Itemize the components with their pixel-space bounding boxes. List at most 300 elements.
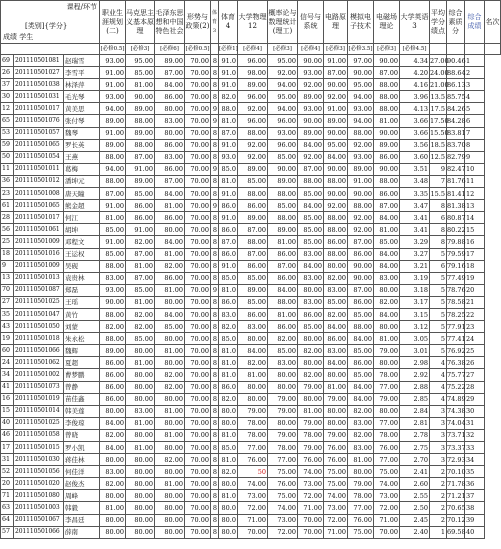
score-cell: 80.00 — [126, 369, 155, 381]
score-cell: 74.00 — [298, 466, 324, 478]
score-cell: 85.00 — [374, 236, 400, 248]
score-cell: 2.60 — [400, 478, 430, 490]
score-cell: 94.00 — [268, 103, 298, 115]
score-cell: 80.00 — [126, 526, 155, 538]
score-cell: 92.00 — [298, 79, 324, 91]
score-cell: 79.88 — [447, 236, 465, 248]
score-cell: 70.00 — [185, 321, 211, 333]
row-index-cell: 17 — [1, 442, 14, 454]
score-cell: 80.00 — [126, 345, 155, 357]
score-cell: 80.00 — [155, 103, 185, 115]
score-cell: 70.00 — [185, 417, 211, 429]
score-cell: 3 — [430, 405, 447, 417]
score-cell: 18.5 — [430, 139, 447, 151]
score-cell: 80.00 — [155, 502, 185, 514]
score-cell: 70.00 — [185, 478, 211, 490]
row-index-cell: 18 — [1, 248, 14, 260]
score-cell: 84.26 — [447, 103, 465, 115]
score-cell: 88.00 — [268, 188, 298, 200]
score-cell: 90.00 — [348, 260, 374, 272]
rank-cell: 16 — [465, 236, 485, 248]
score-cell: 5 — [430, 272, 447, 284]
score-cell: 87.00 — [126, 272, 155, 284]
student-name-cell: 赵俊杰 — [64, 478, 100, 490]
score-cell: 85.00 — [298, 212, 324, 224]
score-cell: 8 — [211, 139, 219, 151]
score-cell: 5 — [430, 321, 447, 333]
table-row — [1, 490, 501, 502]
score-cell: 83.00 — [348, 442, 374, 454]
student-name-cell: 夏超 — [64, 357, 100, 369]
table-row — [1, 224, 501, 236]
table-row — [1, 478, 501, 490]
score-cell: 80.0 — [219, 502, 238, 514]
score-cell: 9 — [430, 163, 447, 175]
score-cell: 80.00 — [126, 381, 155, 393]
student-name-cell: 郑磊 — [64, 284, 100, 296]
score-cell: 70.00 — [185, 429, 211, 441]
score-cell: 82.0 — [219, 321, 238, 333]
table-row — [1, 369, 501, 381]
student-name-cell: 袁贵林 — [64, 272, 100, 284]
row-index-cell: 30 — [1, 91, 14, 103]
score-cell: 50 — [238, 466, 268, 478]
score-cell: 8 — [430, 200, 447, 212]
score-cell: 86.00 — [155, 163, 185, 175]
rank-cell: 4 — [465, 91, 485, 103]
score-cell: 84.00 — [100, 442, 126, 454]
score-cell: 80.00 — [155, 526, 185, 538]
score-cell: 91.00 — [100, 236, 126, 248]
score-cell: 79.00 — [238, 405, 268, 417]
table-row — [1, 296, 501, 308]
score-cell: 86.00 — [155, 91, 185, 103]
score-cell: 8 — [430, 224, 447, 236]
score-cell: 15.5 — [430, 188, 447, 200]
score-cell: 75.00 — [374, 466, 400, 478]
score-cell: 89.00 — [268, 224, 298, 236]
student-id-cell: 201110501003 — [14, 502, 64, 514]
score-cell: 81.00 — [374, 115, 400, 127]
rank-cell: 5 — [465, 103, 485, 115]
col-header: 综合成绩 — [465, 1, 485, 44]
table-row — [1, 333, 501, 345]
score-cell: 82.47 — [447, 163, 465, 175]
score-cell: 84.00 — [155, 236, 185, 248]
table-row — [1, 67, 501, 79]
score-cell: 87.00 — [100, 188, 126, 200]
score-cell: 83.00 — [298, 248, 324, 260]
score-cell: 81.41 — [447, 188, 465, 200]
rank-cell: 19 — [465, 272, 485, 284]
row-index-cell: 40 — [1, 417, 14, 429]
score-cell: 91.00 — [348, 175, 374, 187]
score-cell: 92.00 — [348, 224, 374, 236]
student-id-cell: 201110501076 — [14, 115, 64, 127]
score-cell: 78.00 — [374, 369, 400, 381]
score-cell: 80.00 — [126, 502, 155, 514]
score-cell: 86.00 — [238, 260, 268, 272]
rank-cell: 35 — [465, 466, 485, 478]
col-header: 大学物理12 — [238, 1, 268, 44]
score-cell: 80.00 — [126, 454, 155, 466]
score-cell: 91.00 — [100, 127, 126, 139]
score-cell: 96.00 — [268, 115, 298, 127]
student-name-cell: 黄竹 — [64, 308, 100, 320]
score-cell: 78.00 — [374, 429, 400, 441]
score-cell: 3.96 — [400, 91, 430, 103]
score-cell: 87.00 — [348, 236, 374, 248]
score-cell: 85.00 — [126, 67, 155, 79]
score-cell: 88.00 — [374, 175, 400, 187]
corner-course-label: 课程/环节 — [66, 3, 98, 11]
score-cell: 88.00 — [298, 175, 324, 187]
score-cell: 86.00 — [268, 248, 298, 260]
score-cell: 88.00 — [100, 333, 126, 345]
score-cell: 3 — [430, 417, 447, 429]
score-cell: 8 — [211, 321, 219, 333]
rank-cell: 22 — [465, 308, 485, 320]
student-id-cell: 201110501050 — [14, 321, 64, 333]
score-cell: 3.41 — [400, 224, 430, 236]
score-cell: 3.47 — [400, 200, 430, 212]
score-cell: 81.38 — [447, 200, 465, 212]
score-cell: 70.00 — [185, 345, 211, 357]
score-cell: 80.00 — [298, 357, 324, 369]
student-id-cell: 201110501013 — [14, 272, 64, 284]
score-cell: 70.00 — [185, 466, 211, 478]
student-name-cell: 赵瑞雪 — [64, 55, 100, 67]
score-cell: 70.00 — [185, 163, 211, 175]
score-cell: 94.00 — [348, 91, 374, 103]
score-cell: 80.00 — [374, 284, 400, 296]
col-credit — [447, 44, 465, 55]
student-name-cell: 魏辉 — [64, 345, 100, 357]
score-cell: 79.00 — [298, 381, 324, 393]
student-id-cell: 201110501020 — [14, 478, 64, 490]
score-cell: 70.00 — [185, 526, 211, 538]
score-cell: 83.00 — [298, 272, 324, 284]
score-cell: 89.00 — [374, 139, 400, 151]
score-cell: 4.13 — [400, 103, 430, 115]
score-cell: 80.00 — [155, 357, 185, 369]
score-cell: 85.00 — [298, 321, 324, 333]
student-name-cell: 胡坤 — [64, 224, 100, 236]
score-cell: 82.00 — [238, 357, 268, 369]
score-cell: 86.00 — [324, 236, 348, 248]
score-cell: 89.00 — [126, 175, 155, 187]
score-cell: 2.70 — [400, 454, 430, 466]
score-cell: 3.56 — [400, 139, 430, 151]
score-cell: 85.00 — [155, 321, 185, 333]
score-cell: 80.00 — [126, 514, 155, 526]
score-cell: 84.00 — [155, 188, 185, 200]
corner-credit-label: [类别]{学分} — [25, 22, 68, 30]
score-cell: 77.00 — [348, 502, 374, 514]
score-cell: 80.00 — [155, 442, 185, 454]
score-cell: 3.19 — [400, 272, 430, 284]
score-cell: 82.00 — [374, 296, 400, 308]
score-cell: 86.00 — [155, 139, 185, 151]
score-cell: 72.00 — [324, 514, 348, 526]
row-index-cell: 56 — [1, 224, 14, 236]
row-index-cell: 35 — [1, 308, 14, 320]
score-cell: 83.00 — [155, 115, 185, 127]
score-cell: 96.00 — [238, 55, 268, 67]
score-cell: 81.0 — [219, 369, 238, 381]
score-cell: 84.00 — [155, 308, 185, 320]
score-cell: 84.00 — [324, 321, 348, 333]
student-id-cell: 201110501025 — [14, 296, 64, 308]
table-row — [1, 212, 501, 224]
score-cell: 77.91 — [447, 321, 465, 333]
table-row — [1, 405, 501, 417]
score-cell: 93.0 — [219, 151, 238, 163]
score-cell: 6 — [430, 212, 447, 224]
score-cell: 81.00 — [348, 454, 374, 466]
rank-cell: 34 — [465, 454, 485, 466]
row-index-cell: 71 — [1, 490, 14, 502]
score-cell: 79.00 — [298, 442, 324, 454]
score-cell: 3.01 — [400, 345, 430, 357]
score-cell: 5 — [430, 248, 447, 260]
score-cell: 74.00 — [374, 478, 400, 490]
score-cell: 82.00 — [268, 333, 298, 345]
score-cell: 75.00 — [348, 526, 374, 538]
score-cell: 88.00 — [324, 175, 348, 187]
score-cell: 89.00 — [238, 284, 268, 296]
score-cell: 8 — [211, 236, 219, 248]
score-cell: 93.00 — [298, 67, 324, 79]
score-cell: 80.00 — [155, 393, 185, 405]
score-cell: 70.00 — [185, 188, 211, 200]
score-cell: 70.00 — [298, 526, 324, 538]
row-index-cell: 53 — [1, 127, 14, 139]
score-cell: 4.20 — [400, 67, 430, 79]
score-cell: 86.00 — [298, 308, 324, 320]
score-cell: 84.00 — [298, 200, 324, 212]
score-cell: 9 — [211, 284, 219, 296]
score-cell: 89.00 — [324, 115, 348, 127]
score-cell: 6 — [430, 260, 447, 272]
col-header: 大学英语3 — [400, 1, 430, 44]
score-cell: 81.00 — [155, 345, 185, 357]
score-cell: 70.00 — [185, 514, 211, 526]
score-cell: 90.00 — [348, 67, 374, 79]
corner-student-text: 学生 — [19, 33, 34, 41]
score-cell: 70.12 — [447, 514, 465, 526]
row-index-cell: 24 — [1, 357, 14, 369]
score-cell: 70.00 — [185, 91, 211, 103]
score-cell: 85.00 — [324, 296, 348, 308]
score-cell: 87.0 — [219, 236, 238, 248]
score-cell: 86.00 — [238, 308, 268, 320]
row-index-cell: 43 — [1, 321, 14, 333]
score-cell: 77.00 — [268, 454, 298, 466]
rank-cell: 18 — [465, 260, 485, 272]
row-index-cell: 46 — [1, 429, 14, 441]
score-cell: 86.0 — [219, 381, 238, 393]
score-cell: 95.00 — [126, 55, 155, 67]
score-cell: 79.00 — [268, 405, 298, 417]
score-cell: 83.00 — [268, 357, 298, 369]
score-cell: 86.00 — [100, 357, 126, 369]
student-name-cell: 唐天瞳 — [64, 188, 100, 200]
score-cell: 87.00 — [324, 67, 348, 79]
table-row — [1, 139, 501, 151]
score-cell: 82.00 — [126, 321, 155, 333]
score-cell: 81.00 — [126, 357, 155, 369]
student-name-cell: 曾静 — [64, 381, 100, 393]
score-cell: 79.00 — [374, 345, 400, 357]
score-cell: 86.00 — [268, 321, 298, 333]
score-cell: 85.00 — [126, 333, 155, 345]
score-cell: 91.0 — [219, 67, 238, 79]
score-cell: 70.00 — [185, 393, 211, 405]
score-cell: 8 — [211, 526, 219, 538]
table-body — [1, 55, 501, 539]
col-credit — [211, 44, 219, 55]
score-cell: 78.00 — [238, 417, 268, 429]
score-cell: 81.00 — [324, 381, 348, 393]
score-cell: 8 — [211, 381, 219, 393]
score-cell: 77.00 — [374, 381, 400, 393]
score-cell: 3.18 — [400, 284, 430, 296]
rank-cell: 36 — [465, 478, 485, 490]
student-id-cell: 201110501065 — [14, 200, 64, 212]
score-cell: 8 — [211, 357, 219, 369]
score-cell: 4 — [430, 357, 447, 369]
score-cell: 3.35 — [400, 188, 430, 200]
score-cell: 89.00 — [100, 115, 126, 127]
score-cell: 8 — [211, 514, 219, 526]
score-cell: 89.00 — [126, 103, 155, 115]
score-cell: 7 — [430, 175, 447, 187]
score-cell: 82.00 — [100, 321, 126, 333]
table-row — [1, 466, 501, 478]
score-cell: 70.00 — [185, 200, 211, 212]
score-cell: 88.00 — [238, 188, 268, 200]
score-cell: 70.00 — [185, 442, 211, 454]
score-cell: 80.00 — [268, 369, 298, 381]
table-row — [1, 163, 501, 175]
score-cell: 82.00 — [298, 369, 324, 381]
score-cell: 90.00 — [268, 163, 298, 175]
score-cell: 96.00 — [238, 91, 268, 103]
score-cell: 89.00 — [298, 91, 324, 103]
score-cell: 80.00 — [100, 454, 126, 466]
score-cell: 88.00 — [238, 236, 268, 248]
score-cell: 3.29 — [400, 236, 430, 248]
student-name-cell: 李雪平 — [64, 67, 100, 79]
student-name-cell: 邓程文 — [64, 236, 100, 248]
score-cell: 91.00 — [100, 200, 126, 212]
rank-cell: 31 — [465, 417, 485, 429]
score-cell: 79.00 — [324, 393, 348, 405]
score-cell: 70.00 — [185, 490, 211, 502]
score-cell: 2 — [430, 478, 447, 490]
score-cell: 82.00 — [155, 260, 185, 272]
score-cell: 82.00 — [324, 272, 348, 284]
score-cell: 70.00 — [185, 296, 211, 308]
score-cell: 80.00 — [126, 490, 155, 502]
score-cell: 82.00 — [324, 308, 348, 320]
score-cell: 82.0 — [219, 466, 238, 478]
table-row — [1, 526, 501, 538]
col-credit: [必修3] — [268, 44, 298, 55]
score-cell: 5 — [430, 308, 447, 320]
score-cell: 85.00 — [238, 272, 268, 284]
score-cell: 94.00 — [100, 163, 126, 175]
score-cell: 93.00 — [348, 103, 374, 115]
table-row — [1, 308, 501, 320]
student-name-cell: 潘坤元 — [64, 175, 100, 187]
score-cell: 80.00 — [155, 127, 185, 139]
score-cell: 78.00 — [348, 490, 374, 502]
score-cell: 70.00 — [185, 236, 211, 248]
score-cell: 76.00 — [374, 442, 400, 454]
score-cell: 92.00 — [238, 151, 268, 163]
student-id-cell: 201110501009 — [14, 260, 64, 272]
score-cell: 98.00 — [238, 67, 268, 79]
score-cell: 8 — [211, 502, 219, 514]
rank-cell: 14 — [465, 212, 485, 224]
score-cell: 88.00 — [100, 151, 126, 163]
student-id-cell: 201110501016 — [14, 248, 64, 260]
score-cell: 76.00 — [324, 442, 348, 454]
score-cell: 83.00 — [324, 345, 348, 357]
score-cell: 80.22 — [447, 224, 465, 236]
col-header: 平均学分绩点 — [430, 1, 447, 44]
table-row — [1, 115, 501, 127]
score-cell: 89.00 — [268, 175, 298, 187]
score-cell: 80.00 — [324, 417, 348, 429]
score-cell: 80.00 — [374, 321, 400, 333]
score-cell: 92.00 — [348, 212, 374, 224]
score-cell: 3.66 — [400, 127, 430, 139]
score-cell: 8 — [211, 272, 219, 284]
student-id-cell: 201110501057 — [14, 127, 64, 139]
col-credit: [必修3.5] — [348, 44, 374, 55]
score-cell: 3.17 — [400, 296, 430, 308]
score-cell: 79.00 — [268, 429, 298, 441]
score-cell: 84.00 — [268, 284, 298, 296]
score-cell: 94.00 — [348, 115, 374, 127]
rank-cell: 29 — [465, 393, 485, 405]
score-cell: 85.00 — [298, 236, 324, 248]
score-cell: 76.00 — [298, 454, 324, 466]
score-cell: 77.00 — [238, 442, 268, 454]
score-cell: 92.00 — [238, 139, 268, 151]
student-name-cell: 罗小凯 — [64, 442, 100, 454]
score-cell: 75.00 — [324, 466, 348, 478]
score-cell: 93.00 — [100, 284, 126, 296]
score-cell: 84.28 — [447, 115, 465, 127]
score-cell: 72.00 — [374, 502, 400, 514]
score-cell: 82.00 — [155, 381, 185, 393]
score-cell: 94.00 — [268, 79, 298, 91]
col-credit: [必修4.5] — [400, 44, 430, 55]
score-cell: 89.00 — [155, 55, 185, 67]
score-cell: 85.00 — [298, 224, 324, 236]
score-cell: 80.0 — [219, 405, 238, 417]
score-cell: 81.00 — [268, 236, 298, 248]
score-cell: 88.00 — [324, 224, 348, 236]
col-header: 电磁场理论 — [374, 1, 400, 44]
score-cell: 86.0 — [219, 296, 238, 308]
score-cell: 91.0 — [219, 79, 238, 91]
student-name-cell: 王运权 — [64, 248, 100, 260]
